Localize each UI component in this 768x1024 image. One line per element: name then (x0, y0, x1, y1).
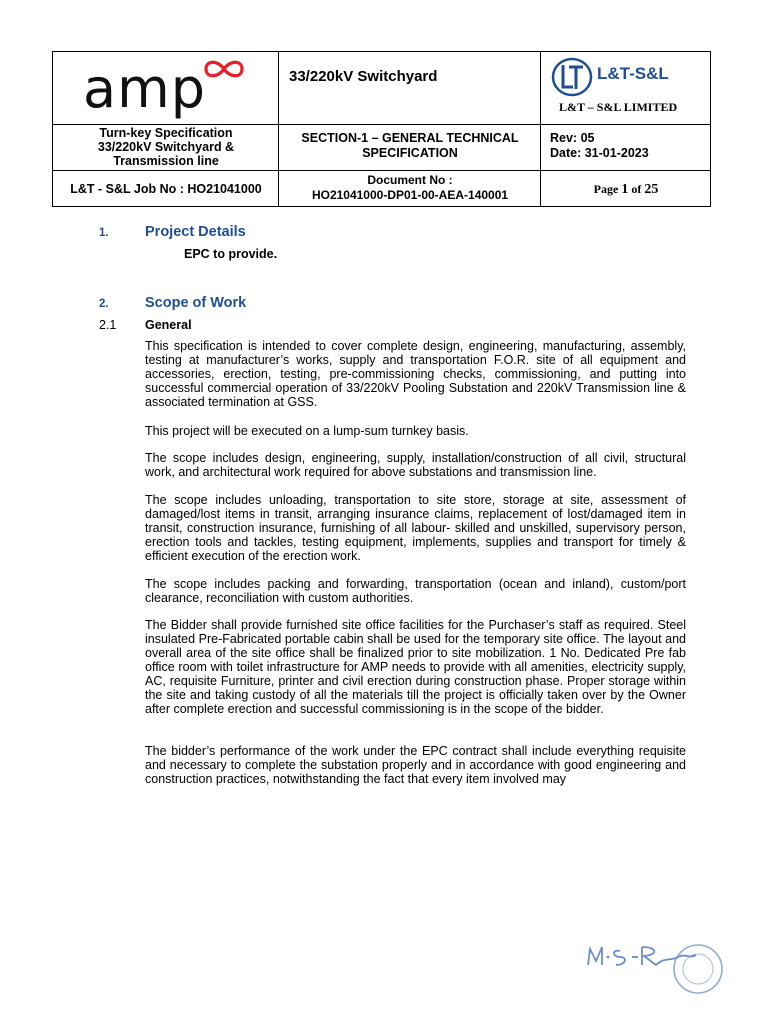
amp-logo-text: amp (83, 57, 206, 120)
lt-emblem-icon (551, 57, 593, 97)
spec-line-2: 33/220kV Switchyard & (97, 140, 235, 154)
document-number: HO21041000-DP01-00-AEA-140001 (311, 188, 509, 202)
signature-stamp (580, 935, 730, 1005)
spec-title-cell (53, 125, 279, 171)
revision-cell (541, 125, 711, 171)
spec-line-3: Transmission line (113, 154, 219, 168)
lt-logo (541, 52, 711, 125)
lt-limited-text: L&T – S&L LIMITED (559, 100, 678, 114)
section-2-1-title: General (145, 318, 192, 332)
paragraph: This specification is intended to cover complete design, engineering, manufacturing, assembly, testing at manufacturer’s works, supply and transportation F.O.R. site of all equipment and accessories, erection, testing, pre-commissioning checks, commissioning, and putting into successful commercial operation of 33/220kV Pooling Substation and 220kV Transmission line & associated termination at GSS. (145, 339, 686, 409)
section-2-1-number: 2.1 (99, 318, 117, 332)
paragraph: The scope includes unloading, transportation to site store, storage at site, assessment of damaged/lost items in transit, arranging insurance claims, replacement of lost/damaged item in transit, construction insurance, furnishing of all labour- skilled and unskilled, supervisory person, erection tools and tackles, testing equipment, implements, supplies and transport for timely & efficient execution of the erection work. (145, 493, 686, 563)
section-1-number: 1. (99, 227, 109, 239)
lt-logo-text: L&T-S&L (597, 64, 669, 83)
infinity-icon (201, 58, 247, 80)
page-number: Page 1 of 25 (593, 182, 659, 197)
paragraph: The scope includes packing and forwarding, transportation (ocean and inland), custom/port clearance, reconciliation with custom authorities. (145, 577, 686, 605)
spec-line-1: Turn-key Specification (99, 126, 233, 140)
paragraph: The Bidder shall provide furnished site office facilities for the Purchaser’s staff as required. Steel insulated Pre-Fabricated portable cabin shall be used for the temporary site office. The layout and overall area of the site office shall be finalized prior to site mobilization. 1 No. Dedicated Pre fab office room with toilet infrastructure for AMP needs to provide with all amenities, electricity supply, AC, requisite Furniture, printer and civil erection during construction phase. Proper storage within the site and taking custody of all the materials till the project is officially taken over by the Owner after complete erection and successful commissioning is in the scope of the bidder. (145, 618, 686, 716)
section-1-title: Project Details (145, 224, 246, 240)
section-2-number: 2. (99, 298, 109, 310)
header-title-cell (279, 52, 541, 125)
job-no: L&T - S&L Job No : HO21041000 (70, 182, 262, 196)
page-title: 33/220kV Switchyard (289, 68, 438, 85)
section-line-1: SECTION-1 – GENERAL TECHNICAL (301, 131, 519, 145)
section-1-text: EPC to provide. (184, 247, 278, 261)
revision: Rev: 05 (550, 131, 595, 145)
document-label: Document No : (367, 173, 453, 187)
amp-logo (53, 52, 279, 125)
header-table (52, 51, 711, 207)
section-title-cell (279, 125, 541, 171)
section-line-2: SPECIFICATION (362, 146, 458, 160)
document-number-cell (279, 171, 541, 207)
paragraph: This project will be executed on a lump-sum turnkey basis. (145, 424, 469, 438)
date: Date: 31-01-2023 (550, 146, 649, 160)
paragraph: The scope includes design, engineering, supply, installation/construction of all civil, structural work, and architectural work required for above substations and transmission line. (145, 451, 686, 479)
paragraph: The bidder’s performance of the work under the EPC contract shall include everything requisite and necessary to complete the substation properly and in accordance with good engineering and construction practices, notwithstanding the fact that every item involved may (145, 744, 686, 786)
section-2-title: Scope of Work (145, 295, 247, 311)
